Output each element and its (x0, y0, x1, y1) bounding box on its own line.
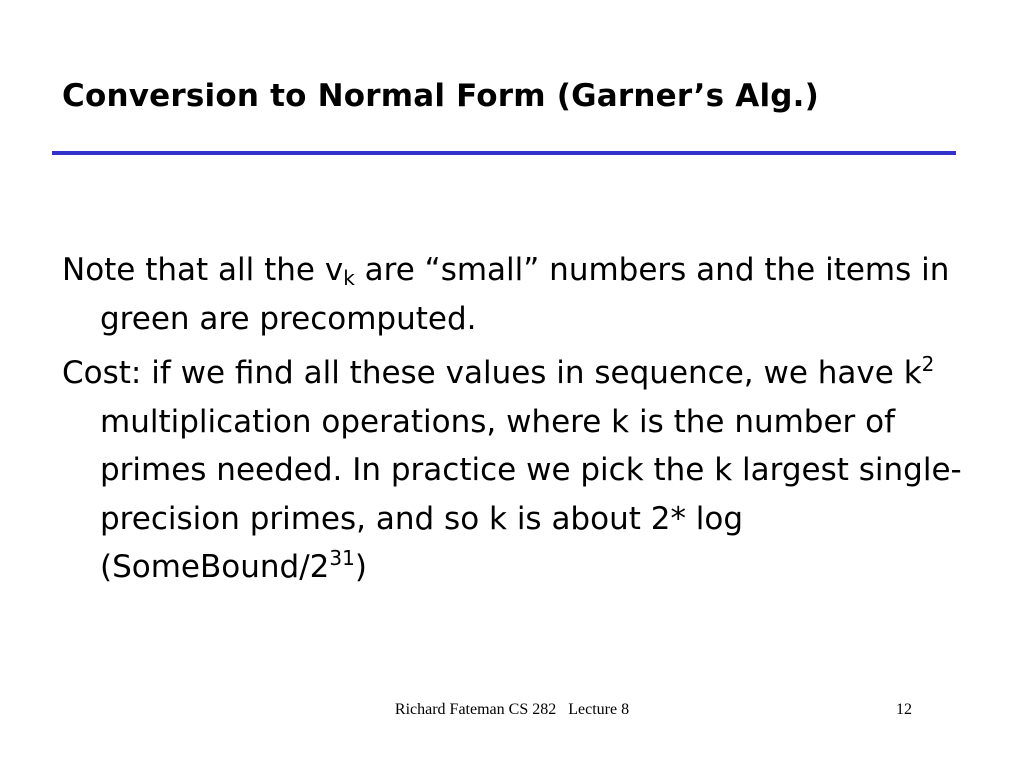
note-subscript-k: k (343, 266, 355, 290)
slide-title: Conversion to Normal Form (Garner’s Alg.) (62, 78, 820, 114)
slide-footer: Richard Fateman CS 282 Lecture 8 (394, 701, 630, 718)
note-text-2: are “small” numbers and the items in green are precomputed. (100, 252, 950, 337)
cost-superscript-31: 31 (329, 546, 355, 570)
cost-text-2: multiplication operations, where k is the number of primes needed. In practice we pick the k largest single-precision primes, and so k is about 2* log (SomeBound/2 (100, 403, 962, 585)
title-underline (52, 151, 956, 155)
cost-text-1: Cost: if we find all these values in sequence, we have k (62, 355, 922, 391)
bullet-cost (62, 349, 962, 592)
note-text-1: Note that all the v (62, 252, 344, 288)
cost-text-3: ) (354, 549, 367, 585)
bullet-note (62, 246, 962, 343)
slide-body (62, 246, 962, 598)
page-number: 12 (896, 701, 912, 718)
cost-superscript-2: 2 (921, 352, 935, 376)
